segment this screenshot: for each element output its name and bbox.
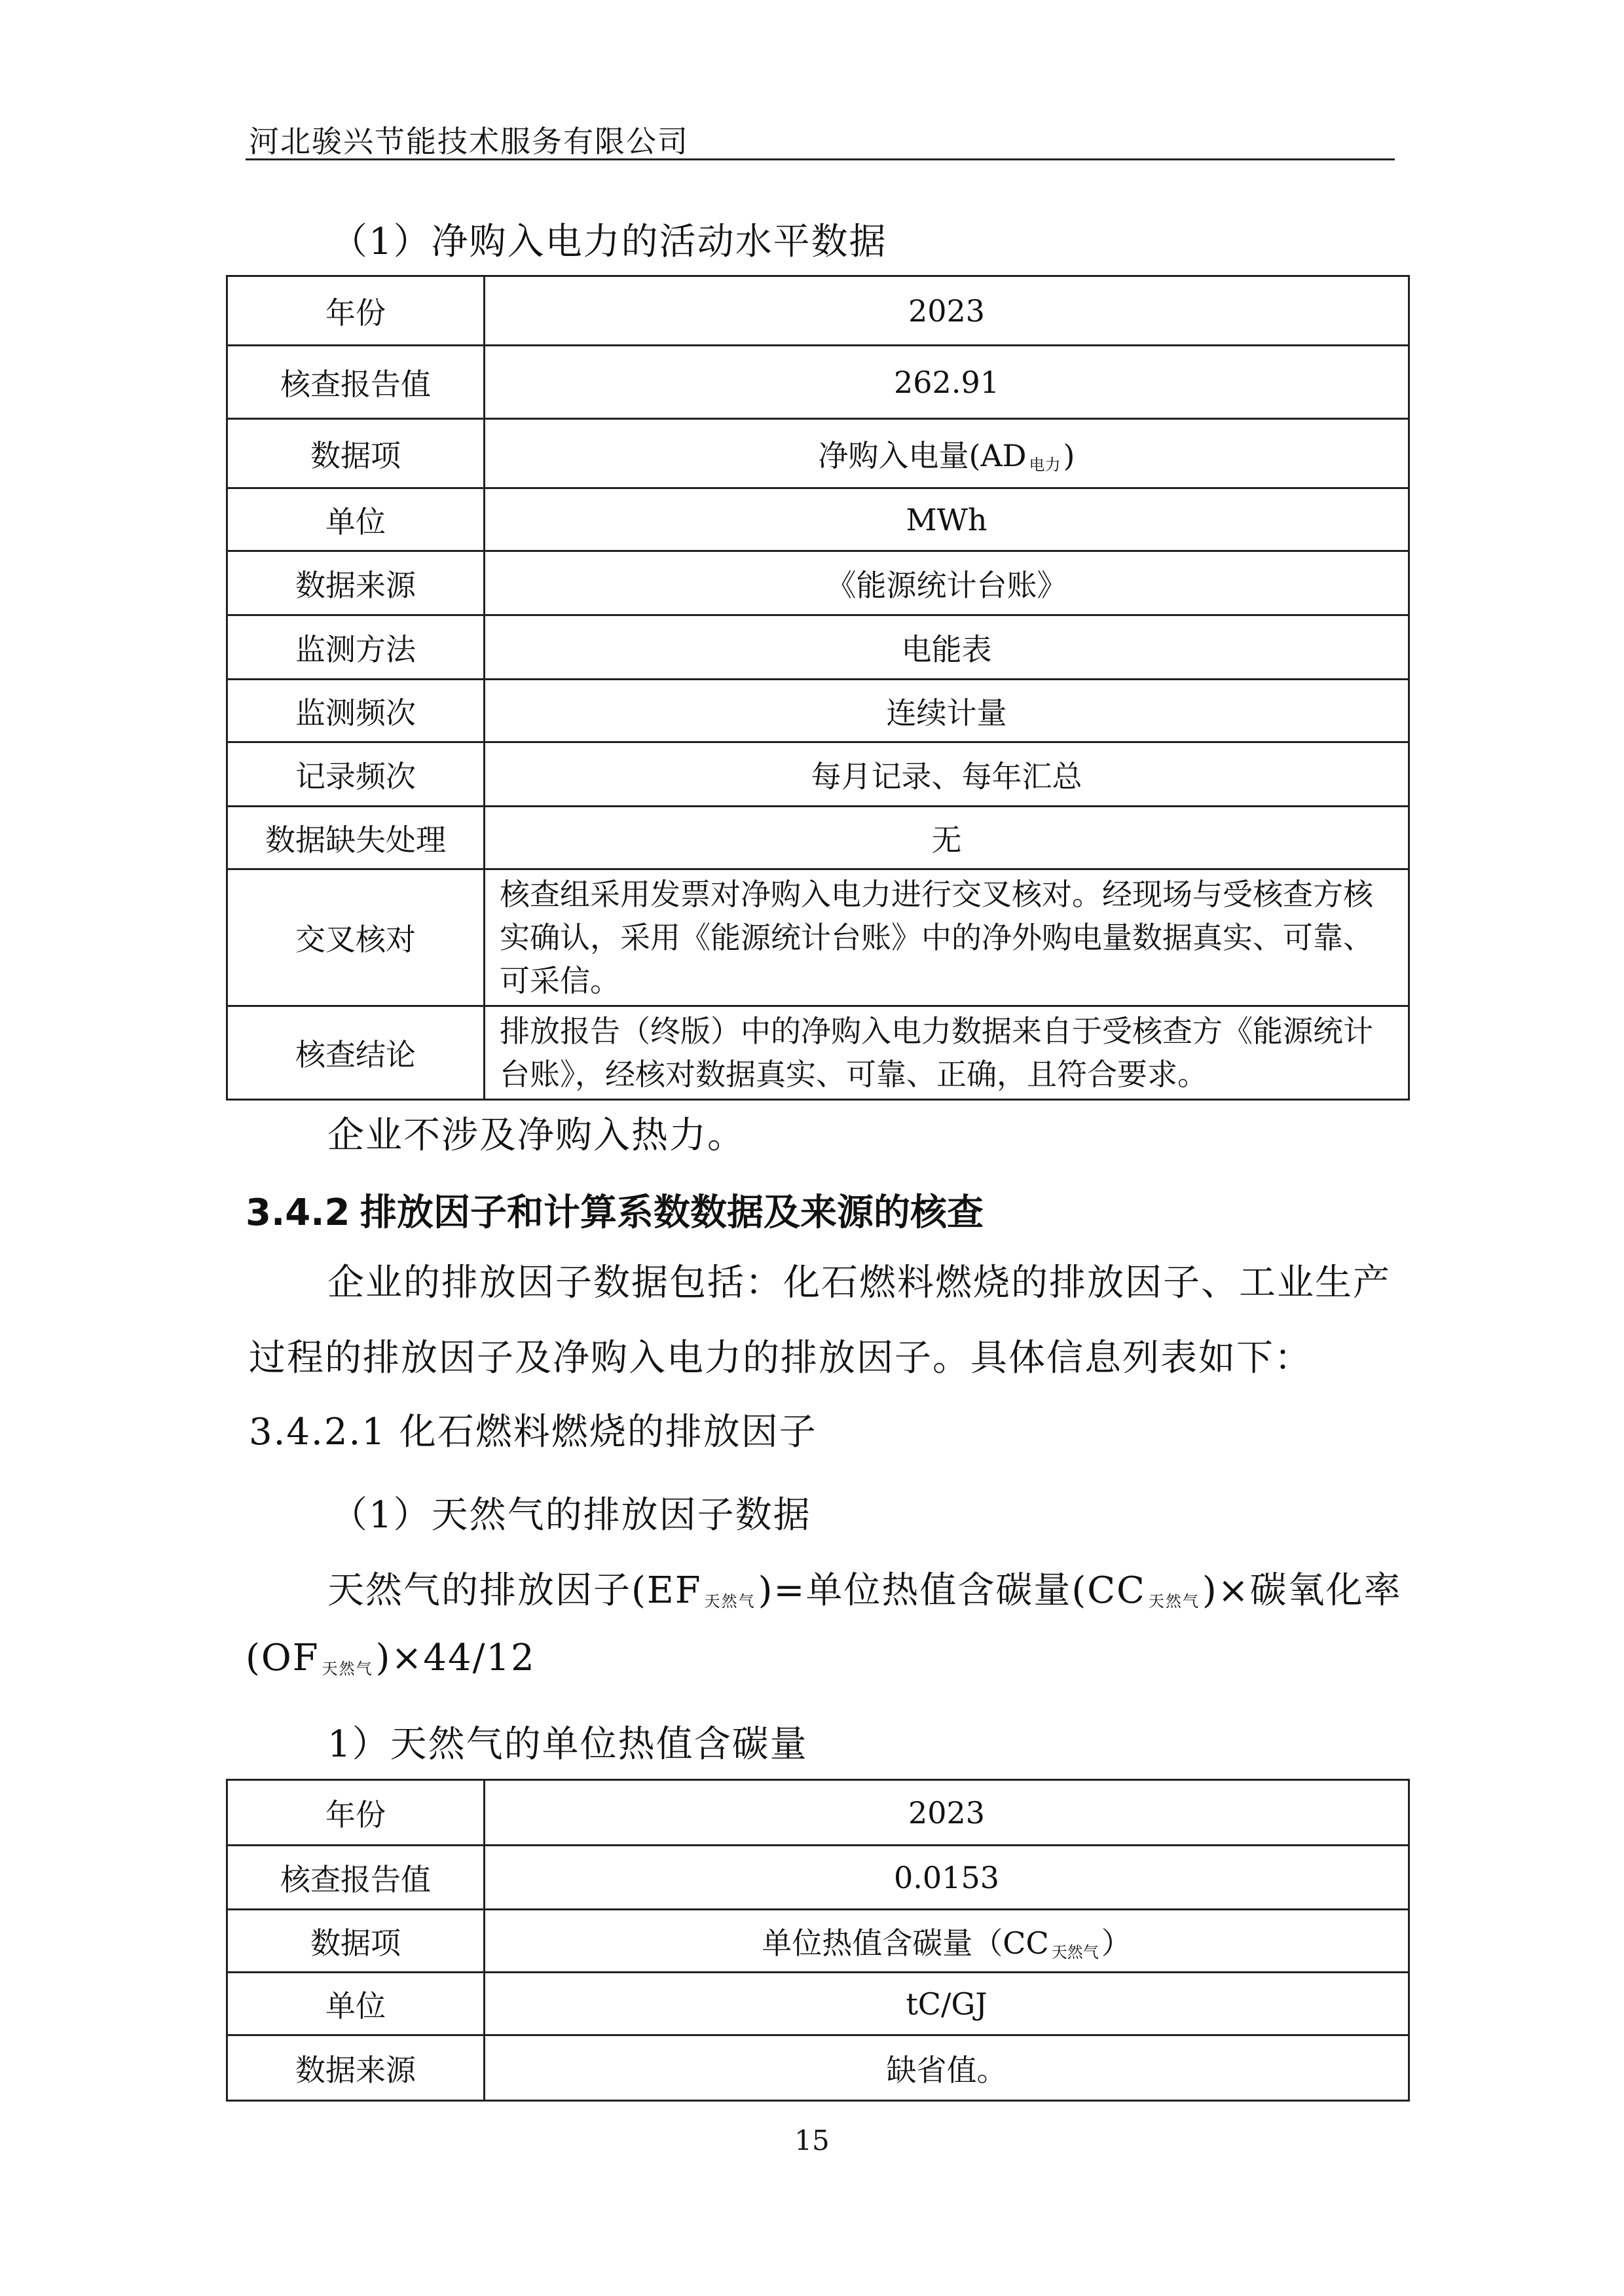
cell-label: 单位 xyxy=(227,1973,485,2035)
header-divider xyxy=(246,158,1395,160)
natural-gas-title: （1）天然气的排放因子数据 xyxy=(331,1494,811,1537)
page-number: 15 xyxy=(794,2124,830,2157)
table-row xyxy=(227,488,1409,551)
paragraph-line: 过程的排放因子及净购入电力的排放因子。具体信息列表如下： xyxy=(249,1337,1312,1379)
table-row xyxy=(227,807,1409,869)
cell-value: 连续计量 xyxy=(485,680,1409,742)
cell-value: 每月记录、每年汇总 xyxy=(485,742,1409,807)
table-row xyxy=(227,1846,1409,1910)
cell-value: MWh xyxy=(485,488,1409,551)
data-item-close: ) xyxy=(1063,437,1075,473)
formula-subscript: 天然气 xyxy=(322,1660,373,1678)
table-row xyxy=(227,346,1409,419)
section-heading-text: 排放因子和计算系数数据及来源的核查 xyxy=(360,1192,984,1234)
subsection-heading: 3.4.2.1 化石燃料燃烧的排放因子 xyxy=(249,1411,817,1453)
cell-value: 排放报告（终版）中的净购入电力数据来自于受核查方《能源统计台账》，经核对数据真实、可靠、正确，且符合要求。 xyxy=(485,1006,1409,1100)
table-row xyxy=(227,551,1409,615)
cell-label: 数据项 xyxy=(227,419,485,488)
table-row xyxy=(227,680,1409,742)
paragraph-line: 企业的排放因子数据包括：化石燃料燃烧的排放因子、工业生产 xyxy=(327,1262,1391,1304)
electricity-activity-table xyxy=(226,275,1410,1101)
cell-label: 年份 xyxy=(227,1780,485,1846)
formula-text: )×44/12 xyxy=(375,1637,536,1679)
cell-label: 监测频次 xyxy=(227,680,485,742)
cell-label: 年份 xyxy=(227,276,485,346)
cell-label: 数据来源 xyxy=(227,551,485,615)
section-heading-3-4-2 xyxy=(246,1184,984,1236)
table-row xyxy=(227,869,1409,1006)
formula-text: )=单位热值含碳量(CC xyxy=(758,1569,1146,1612)
table-row xyxy=(227,1910,1409,1973)
cell-label: 数据项 xyxy=(227,1910,485,1973)
cell-label: 数据缺失处理 xyxy=(227,807,485,869)
carbon-content-title: 1）天然气的单位热值含碳量 xyxy=(327,1723,808,1766)
cell-value: tC/GJ xyxy=(485,1973,1409,2035)
data-item-subscript: 电力 xyxy=(1029,455,1061,474)
cell-value: 缺省值。 xyxy=(485,2035,1409,2101)
cell-value: 0.0153 xyxy=(485,1846,1409,1910)
table-row xyxy=(227,1006,1409,1100)
cell-label: 单位 xyxy=(227,488,485,551)
note-no-heat: 企业不涉及净购入热力。 xyxy=(327,1114,745,1157)
table-row xyxy=(227,742,1409,807)
data-item-close: ） xyxy=(1101,1925,1132,1961)
cell-value: 262.91 xyxy=(485,346,1409,419)
table-row xyxy=(227,1780,1409,1846)
table-row xyxy=(227,1973,1409,2035)
cell-value: 无 xyxy=(485,807,1409,869)
formula-line-1 xyxy=(327,1561,1402,1614)
cell-label: 监测方法 xyxy=(227,615,485,680)
table-row xyxy=(227,615,1409,680)
formula-text: )×碳氧化率 xyxy=(1202,1569,1402,1612)
cell-value xyxy=(485,419,1409,488)
data-item-subscript: 天然气 xyxy=(1051,1942,1099,1961)
cell-label: 核查报告值 xyxy=(227,346,485,419)
cell-value: 2023 xyxy=(485,1780,1409,1846)
formula-text: 天然气的排放因子(EF xyxy=(327,1569,702,1612)
cell-value: 核查组采用发票对净购入电力进行交叉核对。经现场与受核查方核实确认，采用《能源统计台账》中的净外购电量数据真实、可靠、可采信。 xyxy=(485,869,1409,1006)
header-company: 河北骏兴节能技术服务有限公司 xyxy=(249,124,689,159)
section-number: 3.4.2 xyxy=(246,1192,350,1234)
cell-label: 核查结论 xyxy=(227,1006,485,1100)
data-item-text: 净购入电量(AD xyxy=(818,437,1027,473)
formula-subscript: 天然气 xyxy=(1148,1592,1200,1611)
carbon-content-table xyxy=(226,1779,1410,2102)
data-item-text: 单位热值含碳量（CC xyxy=(762,1925,1049,1961)
section-title-electricity: （1）净购入电力的活动水平数据 xyxy=(331,221,887,263)
cell-value: 2023 xyxy=(485,276,1409,346)
cell-label: 数据来源 xyxy=(227,2035,485,2101)
cell-value: 电能表 xyxy=(485,615,1409,680)
cell-value: 《能源统计台账》 xyxy=(485,551,1409,615)
table-row xyxy=(227,2035,1409,2101)
cell-label: 交叉核对 xyxy=(227,869,485,1006)
cell-label: 核查报告值 xyxy=(227,1846,485,1910)
formula-line-2 xyxy=(246,1637,536,1679)
formula-subscript: 天然气 xyxy=(704,1592,756,1611)
table-row xyxy=(227,419,1409,488)
table-row xyxy=(227,276,1409,346)
cell-label: 记录频次 xyxy=(227,742,485,807)
formula-text: (OF xyxy=(246,1637,320,1679)
cell-value xyxy=(485,1910,1409,1973)
